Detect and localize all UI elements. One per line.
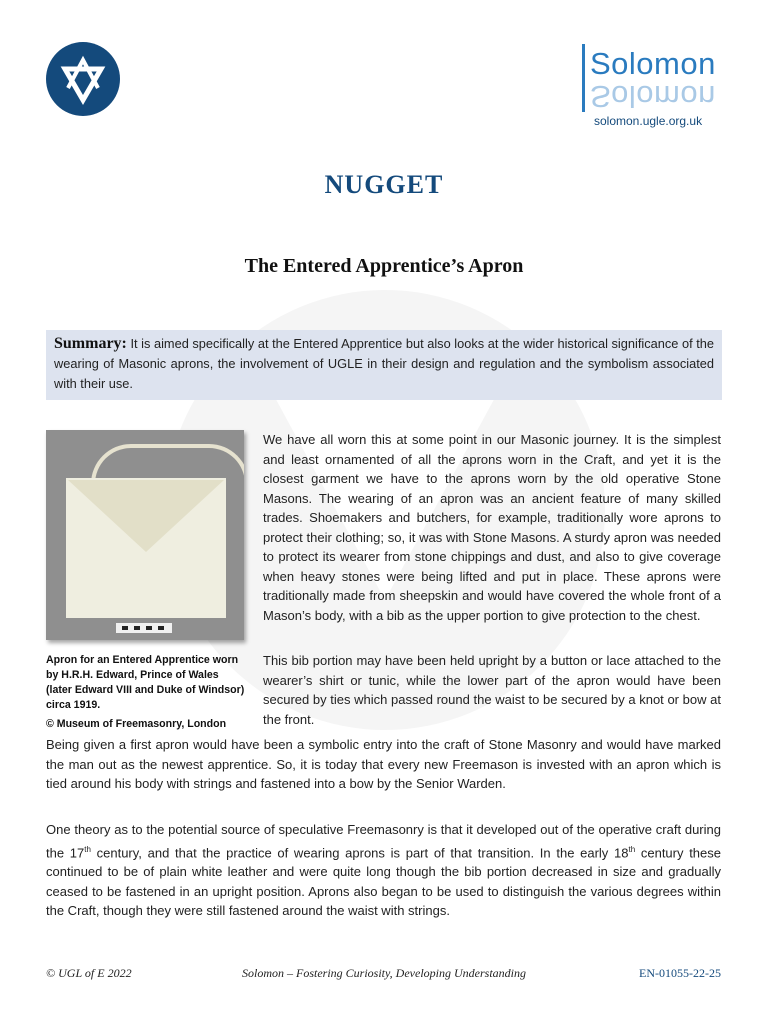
paragraph-2: This bib portion may have been held upright by a button or lace attached to the wearer’s shirt or tunic, while the lower part of the apron would have been secured by ties which passed round the waist to be secured by a knot or bow at the front. bbox=[263, 653, 721, 727]
paragraph-4-part-b: century, and that the practice of wearing aprons is part of that transition. In the early 18 bbox=[90, 844, 629, 860]
apron-photo bbox=[46, 430, 244, 640]
apron-flap bbox=[68, 480, 224, 552]
summary-label: Summary: bbox=[54, 335, 127, 352]
page-title: NUGGET bbox=[324, 170, 444, 199]
summary-text: It is aimed specifically at the Entered Apprentice but also looks at the wider historical significance of the wearing of Masonic aprons, the involvement of UGLE in their design and regulation and the symbolism associated with their use. bbox=[54, 336, 714, 391]
caption-text: Apron for an Entered Apprentice worn by H.R.H. Edward, Prince of Wales (later Edward VIII and Duke of Windsor) circa 1919. bbox=[46, 654, 245, 711]
footer-copyright: © UGL of E 2022 bbox=[46, 966, 132, 980]
caption-credit: © Museum of Freemasonry, London bbox=[46, 718, 227, 730]
summary-box bbox=[46, 330, 722, 400]
footer-tagline: Solomon – Fostering Curiosity, Developing Understanding bbox=[242, 966, 526, 980]
paragraph-4 bbox=[46, 820, 721, 921]
paragraph-1: We have all worn this at some point in our Masonic journey. It is the simplest and least ornamented of all the aprons worn in the Craft, and yet it is the closest garment we have to the aprons worn by the old operative Stone Masons. The wearing of an apron was an ancient feature of many skilled trades. Shoemakers and butchers, for example, traditionally wore aprons to protect their clothing; so, it was with Stone Masons. A sturdy apron was needed to protect its wearer from stone chippings and dust, and also to give coverage when heavy stones were being lifted and put in place. These aprons were traditionally made from sheepskin and would have covered the whole front of a Mason’s body, with a bib as the upper portion to give protection to the chest. bbox=[263, 432, 721, 623]
paragraph-4-part-c: century these continued to be of plain white leather and were quite long though the bib portion decreased in size and gradually ceased to be fastened in an upright position. Aprons also began to be used to distinguish the various degrees within the Craft, though they were still fastened around the waist with strings. bbox=[46, 844, 721, 919]
brand-name-reflection: Solomon bbox=[590, 79, 716, 114]
superscript-th: th bbox=[628, 844, 636, 854]
scale-bar bbox=[116, 623, 172, 633]
ugle-logo-icon bbox=[46, 42, 120, 116]
image-caption bbox=[46, 653, 246, 732]
brand-bar bbox=[582, 44, 585, 112]
solomon-brand bbox=[580, 42, 730, 132]
footer-code: EN-01055-22-25 bbox=[639, 966, 721, 980]
page-subtitle: The Entered Apprentice’s Apron bbox=[244, 255, 524, 277]
paragraph-4-part-a: One theory as to the potential source of speculative Freemasonry is that it developed out of the operative craft during the 17 bbox=[46, 822, 721, 860]
brand-name: Solomon bbox=[590, 46, 716, 81]
brand-url[interactable]: solomon.ugle.org.uk bbox=[594, 114, 703, 128]
superscript-th: th bbox=[84, 844, 91, 854]
paragraph-3: Being given a first apron would have been a symbolic entry into the craft of Stone Masonry and would have marked the man out as the newest apprentice. So, it is today that every new Freemason is invested with an apron which is tied around his body with strings and fastened into a bow by the Senior Warden. bbox=[46, 737, 721, 791]
